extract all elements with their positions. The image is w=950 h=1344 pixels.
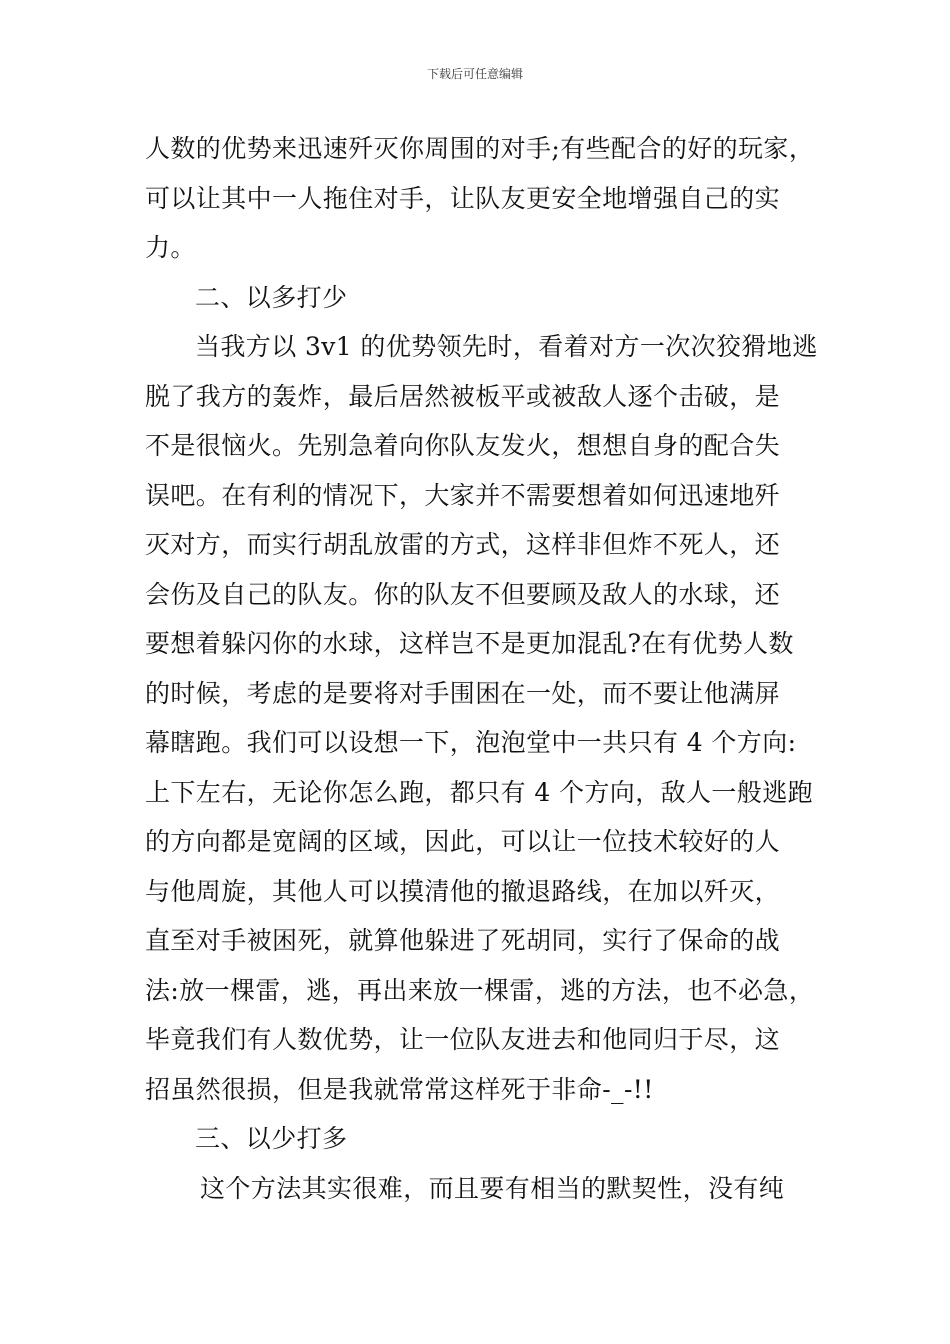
text-line: 招虽然很损，但是我就常常这样死于非命-_-!! — [145, 1074, 654, 1104]
paragraph-first-line: 这个方法其实很难，而且要有相当的默契性，没有纯 — [200, 1173, 785, 1203]
paragraph-first-line: 当我方以 3v1 的优势领先时，看着对方一次次狡猾地逃 — [195, 332, 818, 361]
text-line: 可以让其中一人拖住对手，让队友更安全地增强自己的实 — [145, 183, 781, 213]
text-line: 灭对方，而实行胡乱放雷的方式，这样非但炸不死人，还 — [145, 530, 781, 559]
text-line: 会伤及自己的队友。你的队友不但要顾及敌人的水球，还 — [145, 579, 781, 609]
text-line: 毕竟我们有人数优势，让一位队友进去和他同归于尽，这 — [145, 1025, 781, 1054]
text-line: 的方向都是宽阔的区域，因此，可以让一位技术较好的人 — [145, 827, 781, 856]
text-line: 法:放一棵雷，逃，再出来放一棵雷，逃的方法，也不必急， — [145, 975, 815, 1005]
text-line: 上下左右，无论你怎么跑，都只有 4 个方向，敌人一般逃跑 — [145, 777, 814, 807]
section-heading: 三、以少打多 — [195, 1124, 348, 1153]
text-line: 力。 — [145, 233, 196, 262]
document-body — [145, 124, 818, 1213]
text-line: 幕瞎跑。我们可以设想一下，泡泡堂中一共只有 4 个方向: — [145, 728, 797, 757]
text-line: 与他周旋，其他人可以摸清他的撤退路线，在加以歼灭， — [145, 876, 781, 906]
text-line: 的时候，考虑的是要将对手围困在一处，而不要让他满屏 — [145, 678, 781, 708]
text-line: 直至对手被困死，就算他躲进了死胡同，实行了保命的战 — [145, 926, 781, 955]
text-line: 误吧。在有利的情况下，大家并不需要想着如何迅速地歼 — [145, 480, 781, 510]
text-line: 人数的优势来迅速歼灭你周围的对手;有些配合的好的玩家， — [145, 134, 815, 163]
text-line: 不是很恼火。先别急着向你队友发火，想想自身的配合失 — [145, 431, 781, 460]
section-heading: 二、以多打少 — [195, 282, 348, 312]
text-line: 要想着躲闪你的水球，这样岂不是更加混乱?在有优势人数 — [145, 629, 794, 658]
page-header: 下载后可任意编辑 — [426, 67, 523, 81]
text-line: 脱了我方的轰炸，最后居然被板平或被敌人逐个击破，是 — [145, 381, 781, 411]
